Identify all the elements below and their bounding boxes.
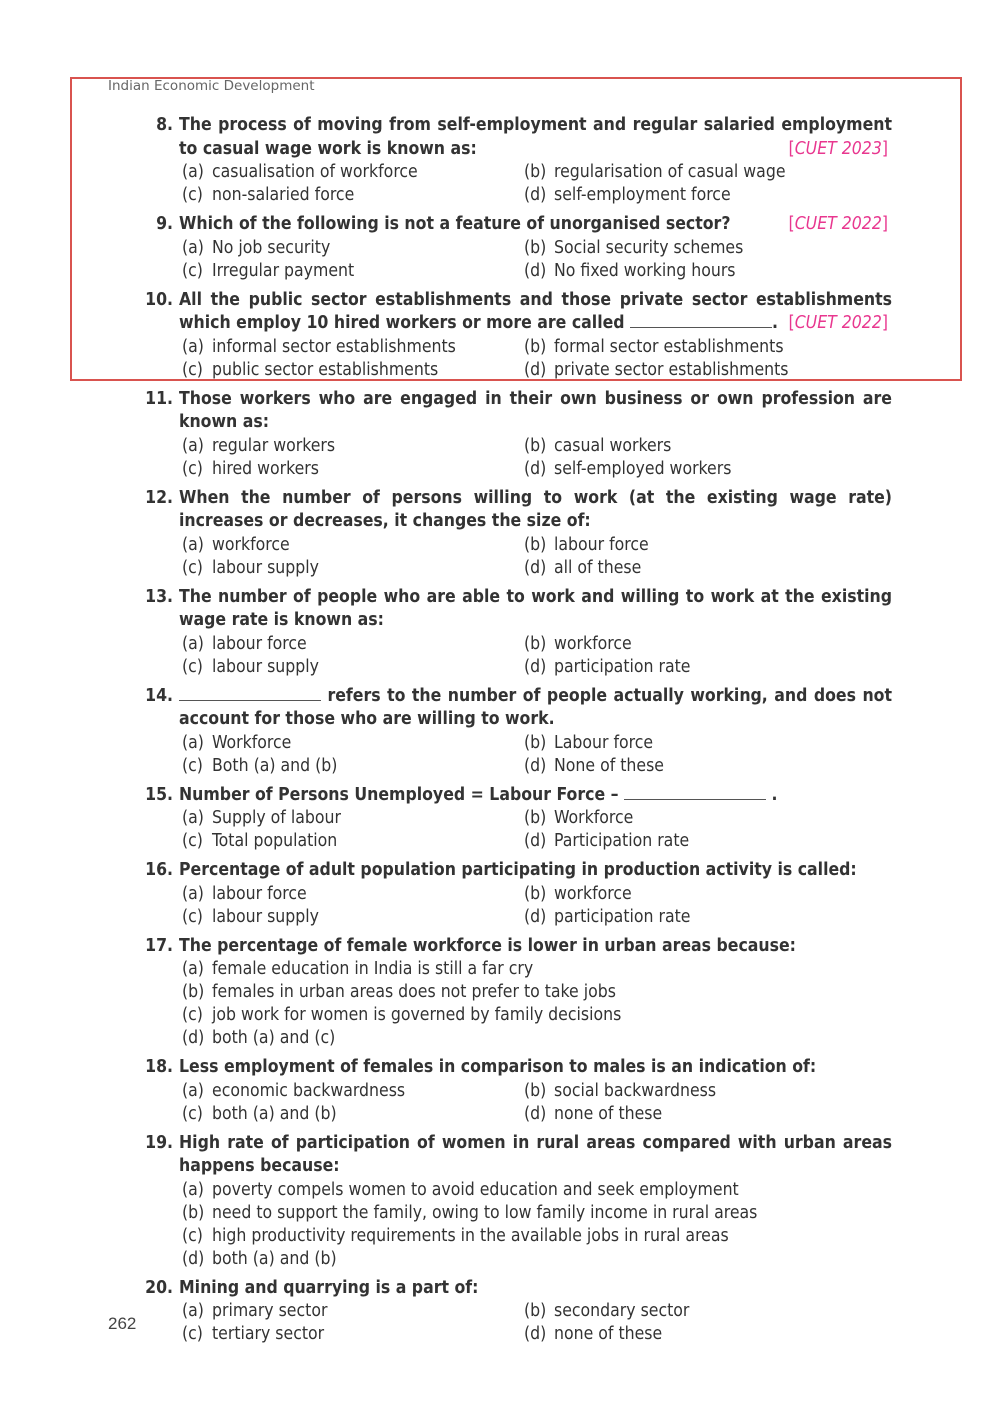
option-label: (d) [524,260,547,281]
option-item [182,557,524,580]
option-label: (c) [182,260,203,281]
option-item [182,237,524,260]
option-item [182,755,524,778]
option-label: (d) [524,1103,547,1124]
option-text: non-salaried force [212,185,355,205]
option-label: (b) [182,982,205,1002]
option-label: (a) [182,959,204,979]
question-item [128,213,892,283]
option-item [182,1179,892,1202]
question-stem: All the public sector establishments and those private sector establishments which employ 10 hired workers or more are called [179,289,892,333]
question-text [175,1132,892,1179]
option-text: formal sector establishments [554,336,784,357]
option-item [524,656,892,679]
option-item [524,1080,892,1103]
exam-tag: [CUET 2022] [788,214,888,234]
option-text: primary sector [212,1301,328,1321]
option-text: Workforce [554,808,634,828]
option-label: (b) [182,1202,205,1223]
option-item [182,1300,524,1323]
question-number: 18. [145,1057,173,1077]
options-list [182,1179,892,1271]
answer-blank [624,785,766,800]
option-label: (c) [182,755,203,776]
option-label: (b) [524,883,547,904]
option-item [524,807,892,830]
option-item [524,1300,892,1323]
option-label: (a) [182,1301,204,1321]
option-label: (d) [524,906,547,927]
option-label: (a) [182,883,204,904]
option-label: (a) [182,808,204,828]
option-label: (a) [182,633,204,654]
question-number: 11. [145,388,173,409]
question-stem: The number of people who are able to work and willing to work at the existing wage rate is known as: [179,586,892,630]
question-text [175,1056,892,1080]
option-item [524,458,892,481]
question-text [175,935,892,959]
option-text: labour supply [212,557,319,578]
question-stem: Mining and quarrying is a part of: [179,1277,479,1298]
question-text [175,487,892,534]
option-label: (c) [182,458,203,479]
option-text: high productivity requirements in the available jobs in rural areas [212,1225,729,1246]
question-item [128,487,892,580]
question-item [128,388,892,481]
option-label: (c) [182,656,203,677]
option-item [182,184,524,207]
option-item [524,359,892,382]
option-text: Workforce [212,732,292,753]
option-text: Total population [212,831,338,851]
option-item [182,883,524,906]
question-item [128,1277,892,1347]
option-text: both (a) and (c) [212,1028,336,1048]
question-number: 16. [145,860,173,880]
option-item [182,161,524,184]
option-label: (d) [524,359,547,380]
question-number: 20. [145,1277,173,1298]
question-stem: When the number of persons willing to work (at the existing wage rate) increases or decreases, it changes the size of: [179,487,892,531]
option-text: regular workers [212,435,336,456]
exam-tag: [CUET 2023] [788,138,888,159]
question-stem: Number of Persons Unemployed = Labour Force – [179,784,619,805]
question-stem: The process of moving from self-employment and regular salaried employment to casual wage work is known as: [179,115,892,159]
exam-tag-text: CUET 2023 [794,138,882,159]
option-label: (d) [524,656,547,677]
option-item [524,161,892,184]
question-suffix: . [772,313,779,333]
option-label: (c) [182,1324,203,1344]
option-label: (b) [524,435,547,456]
option-label: (a) [182,162,204,182]
options-list [182,1080,892,1126]
option-text: Both (a) and (b) [212,755,338,776]
option-label: (b) [524,808,547,828]
option-text: labour force [212,883,307,904]
option-text: economic backwardness [212,1080,406,1101]
option-text: hired workers [212,458,319,479]
question-number: 8. [156,115,173,135]
question-text [175,1277,892,1301]
option-item [524,336,892,359]
option-label: (c) [182,359,203,380]
options-list [182,435,892,481]
exam-tag: [CUET 2022] [788,313,888,333]
option-text: secondary sector [554,1301,690,1321]
option-text: labour supply [212,656,319,677]
option-label: (d) [524,831,547,851]
option-item [182,260,524,283]
option-text: casual workers [554,435,672,456]
option-label: (d) [182,1248,205,1269]
option-text: Supply of labour [212,808,341,828]
page-number: 262 [108,1314,137,1333]
option-item [182,1225,892,1248]
option-text: females in urban areas does not prefer to take jobs [212,982,616,1002]
options-list [182,958,892,1050]
option-text: private sector establishments [554,359,789,380]
option-item [182,906,524,929]
question-item [128,114,892,207]
option-item [182,534,524,557]
option-label: (d) [524,185,547,205]
options-list [182,534,892,580]
option-item [524,557,892,580]
option-item [524,732,892,755]
question-stem: Percentage of adult population participating in production activity is called: [179,860,857,880]
option-text: social backwardness [554,1080,717,1101]
question-stem: Those workers who are engaged in their own business or own profession are known as: [179,388,892,432]
option-item [524,906,892,929]
option-text: self-employed workers [554,458,732,479]
answer-blank [630,313,772,328]
question-text [175,289,892,336]
options-list [182,1300,892,1346]
option-label: (c) [182,185,203,205]
question-text [175,586,892,633]
option-label: (c) [182,1103,203,1124]
options-list [182,161,892,207]
option-text: regularisation of casual wage [554,162,786,182]
option-label: (d) [524,458,547,479]
option-label: (b) [524,162,547,182]
option-text: participation rate [554,906,691,927]
option-text: none of these [554,1103,663,1124]
question-stem: The percentage of female workforce is lower in urban areas because: [179,935,796,956]
exam-tag-text: CUET 2022 [794,313,882,333]
question-item [128,935,892,1051]
option-label: (a) [182,336,204,357]
question-number: 15. [145,784,173,805]
option-text: none of these [554,1324,663,1344]
running-title: Indian Economic Development [108,78,315,94]
option-label: (d) [524,1324,547,1344]
question-stem: Less employment of females in comparison to males is an indication of: [179,1057,817,1077]
option-label: (b) [524,732,547,753]
question-text [175,114,892,161]
option-item [524,1323,892,1346]
question-number: 13. [145,586,173,607]
option-item [524,830,892,853]
question-item [128,1132,892,1271]
options-list [182,633,892,679]
option-text: None of these [554,755,664,776]
option-label: (c) [182,831,203,851]
option-label: (b) [524,534,547,555]
option-label: (b) [524,1301,547,1321]
question-item [128,586,892,679]
options-list [182,883,892,929]
option-item [182,1202,892,1225]
question-suffix: . [765,784,778,805]
option-label: (b) [524,633,547,654]
option-item [182,1248,892,1271]
question-stem: Which of the following is not a feature of unorganised sector? [179,214,731,234]
option-item [524,633,892,656]
option-label: (c) [182,557,203,578]
question-number: 9. [156,214,173,234]
option-text: workforce [554,633,632,654]
option-item [524,883,892,906]
question-list [128,114,892,1352]
option-item [182,981,892,1004]
option-item [182,1080,524,1103]
option-text: Participation rate [554,831,690,851]
option-label: (b) [524,336,547,357]
question-text [175,213,892,237]
option-item [182,1103,524,1126]
options-list [182,732,892,778]
question-number: 19. [145,1132,173,1153]
answer-blank [179,686,321,701]
question-item [128,784,892,854]
exam-tag-text: CUET 2022 [794,214,882,234]
options-list [182,807,892,853]
question-item [128,685,892,778]
question-text [175,388,892,435]
option-label: (a) [182,435,204,456]
option-item [182,458,524,481]
option-label: (b) [524,1080,547,1101]
option-label: (a) [182,732,204,753]
option-text: need to support the family, owing to low family income in rural areas [212,1202,758,1223]
question-text [175,685,892,732]
option-label: (a) [182,237,204,258]
option-text: both (a) and (b) [212,1103,337,1124]
option-text: job work for women is governed by family decisions [212,1005,622,1025]
option-item [182,807,524,830]
option-text: labour supply [212,906,319,927]
option-text: all of these [554,557,642,578]
question-stem: refers to the number of people actually working, and does not account for those who are willing to work. [179,685,893,729]
option-item [182,830,524,853]
option-item [524,184,892,207]
option-text: workforce [212,534,290,555]
option-label: (d) [524,557,547,578]
option-item [524,435,892,458]
option-text: informal sector establishments [212,336,456,357]
option-label: (b) [524,237,547,258]
option-label: (c) [182,1005,203,1025]
option-item [182,1004,892,1027]
option-item [182,435,524,458]
option-text: labour force [554,534,649,555]
option-text: self-employment force [554,185,731,205]
option-label: (d) [524,755,547,776]
question-text [175,784,892,808]
option-text: both (a) and (b) [212,1248,337,1269]
option-text: poverty compels women to avoid education and seek employment [212,1179,739,1200]
question-number: 12. [145,487,173,508]
option-text: public sector establishments [212,359,439,380]
option-item [524,534,892,557]
option-item [182,359,524,382]
option-text: participation rate [554,656,691,677]
option-label: (d) [182,1028,205,1048]
question-item [128,859,892,929]
option-item [524,237,892,260]
option-label: (a) [182,1080,204,1101]
option-item [182,732,524,755]
option-label: (a) [182,534,204,555]
option-text: casualisation of workforce [212,162,418,182]
option-item [182,633,524,656]
options-list [182,237,892,283]
option-item [524,755,892,778]
option-item [524,260,892,283]
question-number: 17. [145,935,173,956]
option-item [182,1323,524,1346]
option-text: workforce [554,883,632,904]
question-text [175,859,892,883]
options-list [182,336,892,382]
option-item [182,336,524,359]
option-text: Labour force [554,732,654,753]
option-item [524,1103,892,1126]
option-text: No fixed working hours [554,260,736,281]
option-text: labour force [212,633,307,654]
question-stem: High rate of participation of women in rural areas compared with urban areas happens because: [179,1132,892,1176]
question-item [128,1056,892,1126]
option-item [182,1027,892,1050]
option-item [182,656,524,679]
option-text: female education in India is still a far cry [212,959,534,979]
question-item [128,289,892,382]
option-label: (c) [182,1225,203,1246]
question-number: 14. [145,685,173,706]
option-text: Irregular payment [212,260,355,281]
option-text: tertiary sector [212,1324,325,1344]
option-text: Social security schemes [554,237,744,258]
option-label: (c) [182,906,203,927]
option-text: No job security [212,237,331,258]
option-label: (a) [182,1179,204,1200]
question-number: 10. [145,289,173,310]
option-item [182,958,892,981]
